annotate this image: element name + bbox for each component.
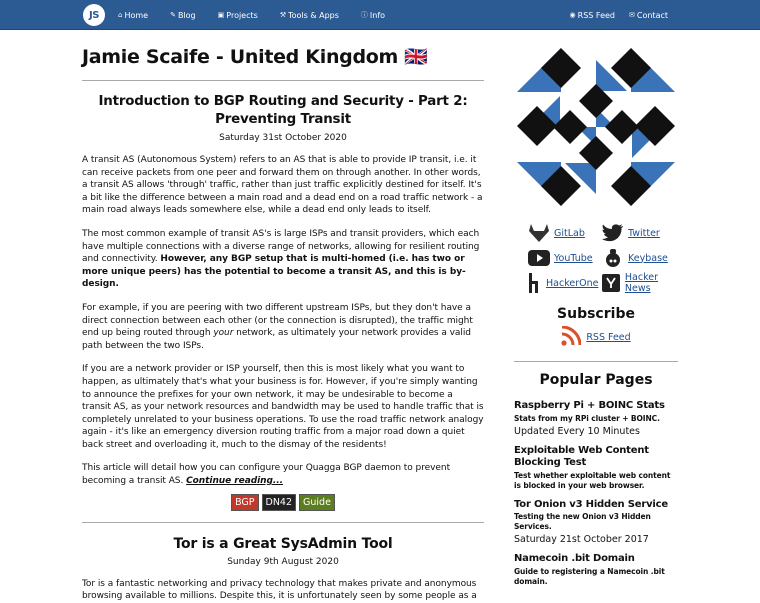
nav-rss-label: RSS Feed bbox=[577, 10, 615, 20]
popular-pages-heading: Popular Pages bbox=[539, 372, 653, 388]
blog-icon: ✎ bbox=[170, 11, 176, 19]
social-hackerone[interactable] bbox=[514, 272, 599, 294]
rss-feed-icon bbox=[561, 326, 581, 349]
post-preview bbox=[82, 93, 484, 511]
subscribe-rss-label: RSS Feed bbox=[586, 332, 631, 343]
social-twitter[interactable] bbox=[596, 222, 678, 244]
paragraph-italic-text: your bbox=[213, 328, 234, 339]
popular-page-note: Saturday 21st October 2017 bbox=[514, 534, 649, 545]
popular-page-note: Updated Every 10 Minutes bbox=[514, 425, 640, 437]
social-hackerone-label: HackerOne bbox=[546, 277, 599, 289]
hackerone-icon bbox=[528, 273, 542, 293]
sidebar-divider bbox=[514, 361, 678, 362]
post-date: Sunday 9th August 2020 bbox=[227, 556, 339, 567]
popular-page-title[interactable]: Tor Onion v3 Hidden Service bbox=[514, 498, 668, 510]
home-icon: ⌂ bbox=[118, 11, 123, 19]
rss-icon: ◉ bbox=[569, 11, 576, 19]
popular-page-item bbox=[514, 499, 678, 546]
post-paragraph: A transit AS (Autonomous System) refers to an AS that is able to provide IP transit, i.e. it can receive packets from one peer and forward them on through another. In other words, a transit AS allows 'through' traffic, rather than just traffic explicitly destined for itself. It's a bit like the difference between a main road and a dead end on a road traffic network - a main road always leads somewhere else, while a dead end only leads to itself. bbox=[82, 155, 483, 216]
tag-bgp[interactable]: BGP bbox=[231, 494, 258, 511]
popular-page-item bbox=[514, 400, 678, 437]
paragraph-text: This article will detail how you can configure your Quagga BGP daemon to prevent becoming a transit AS. bbox=[82, 463, 451, 487]
keybase-icon bbox=[602, 248, 624, 268]
popular-page-description: Test whether exploitable web content is blocked in your web browser. bbox=[514, 470, 671, 490]
site-logo-badge[interactable] bbox=[83, 4, 105, 26]
social-hackernews[interactable] bbox=[596, 272, 678, 294]
popular-page-description: Guide to registering a Namecoin .bit domain. bbox=[514, 566, 665, 586]
post-divider bbox=[82, 522, 484, 523]
sidebar bbox=[514, 30, 678, 595]
tag-list bbox=[82, 494, 484, 511]
popular-page-title[interactable]: Raspberry Pi + BOINC Stats bbox=[514, 400, 665, 411]
popular-page-item bbox=[514, 553, 678, 587]
post-paragraph bbox=[82, 228, 484, 291]
post-paragraph: If you are a network provider or ISP yourself, then this is most likely what you want to happen, as ultimately that's what your business is for. However, if you're simply wanting to announce the prefixes for your own network, it may be undesirable to become a transit AS, as your network resources and bandwidth may be used to handle traffic that is completely unrelated to your business operations. To use the road traffic network analogy again - it's like an emergency diversion routing traffic from a major road down a quiet back street and overloading it, much to the dismay of the residents! bbox=[82, 364, 484, 450]
social-keybase-label: Keybase bbox=[628, 252, 668, 264]
projects-icon: ▣ bbox=[217, 11, 225, 19]
nav-tools-label: Tools & Apps bbox=[288, 10, 339, 20]
social-gitlab[interactable] bbox=[514, 222, 596, 244]
nav-tools[interactable] bbox=[280, 11, 339, 20]
tag-guide[interactable]: Guide bbox=[299, 494, 335, 511]
brand-text: JS bbox=[89, 9, 99, 21]
nav-left-group bbox=[118, 0, 407, 30]
popular-pages-list bbox=[514, 400, 678, 587]
nav-blog[interactable] bbox=[170, 11, 196, 20]
social-twitter-label: Twitter bbox=[628, 227, 660, 239]
nav-home-label: Home bbox=[124, 10, 149, 20]
hackernews-icon bbox=[602, 273, 621, 293]
contact-icon: ✉ bbox=[629, 11, 635, 19]
popular-page-item bbox=[514, 445, 678, 491]
continue-reading-link[interactable]: Continue reading... bbox=[186, 476, 284, 487]
social-youtube-label: YouTube bbox=[554, 252, 593, 264]
info-icon: ⓘ bbox=[360, 11, 368, 19]
popular-page-description: Stats from my RPi cluster + BOINC. bbox=[514, 413, 660, 423]
social-links bbox=[514, 222, 678, 294]
post-paragraph bbox=[82, 302, 484, 352]
post-title[interactable]: Tor is a Great SysAdmin Tool bbox=[173, 535, 393, 552]
tag-dn42[interactable]: DN42 bbox=[262, 494, 297, 511]
post-paragraph: Tor is a fantastic networking and privacy technology that makes private and anonymous browsing available to millions. Despite this, it is unfortunately seen by some people as a bbox=[82, 578, 477, 602]
post-title[interactable]: Introduction to BGP Routing and Security - Part 2: Preventing Transit bbox=[98, 94, 468, 127]
nav-projects[interactable] bbox=[218, 11, 258, 20]
paragraph-bold-text: However, any BGP setup that is multi-homed (i.e. has two or more unique peers) has the potential to become a transit AS, and this is by-design. bbox=[82, 254, 466, 290]
youtube-icon bbox=[528, 248, 550, 268]
nav-right-group bbox=[556, 0, 668, 30]
paragraph-text: network, as ultimately your network provides a valid path between the two ISPs. bbox=[82, 328, 471, 351]
popular-page-title[interactable]: Namecoin .bit Domain bbox=[514, 553, 635, 564]
nav-info[interactable] bbox=[361, 10, 385, 20]
nav-blog-label: Blog bbox=[177, 10, 196, 20]
site-title: Jamie Scaife - United Kingdom 🇬🇧 bbox=[82, 46, 428, 68]
popular-page-title[interactable]: Exploitable Web Content Blocking Test bbox=[514, 444, 649, 468]
post-preview bbox=[82, 535, 484, 603]
paragraph-text: For example, if you are peering with two different upstream ISPs, but they don't have a direct connection between each other (or the connection is disrupted), the traffic might end up being routed through bbox=[82, 302, 473, 339]
twitter-icon bbox=[602, 223, 624, 243]
social-youtube[interactable] bbox=[514, 247, 596, 269]
subscribe-rss[interactable] bbox=[514, 326, 678, 349]
popular-page-description: Testing the new Onion v3 Hidden Services. bbox=[514, 512, 651, 531]
nav-contact-label: Contact bbox=[636, 10, 668, 20]
nav-contact[interactable] bbox=[629, 11, 668, 20]
gitlab-icon bbox=[528, 223, 550, 243]
top-navbar bbox=[0, 0, 760, 30]
social-gitlab-label: GitLab bbox=[554, 227, 585, 239]
title-divider bbox=[82, 80, 484, 81]
nav-home[interactable] bbox=[118, 11, 148, 20]
main-column bbox=[82, 30, 484, 603]
nav-projects-label: Projects bbox=[226, 10, 258, 20]
post-date: Saturday 31st October 2020 bbox=[219, 133, 347, 143]
paragraph-text: The most common example of transit AS's is large ISPs and transit providers, which each have multiple connections with a diverse range of networks, allowing for resilient routing and connectivity. bbox=[82, 228, 480, 265]
nav-rss[interactable] bbox=[570, 11, 615, 20]
nav-info-label: Info bbox=[369, 10, 386, 20]
post-paragraph bbox=[82, 462, 484, 487]
tools-icon: ⚒ bbox=[279, 11, 287, 19]
site-logo-graphic bbox=[515, 46, 677, 208]
social-hackernews-label: Hacker News bbox=[624, 272, 659, 294]
subscribe-heading: Subscribe bbox=[557, 306, 635, 322]
social-keybase[interactable] bbox=[596, 247, 678, 269]
